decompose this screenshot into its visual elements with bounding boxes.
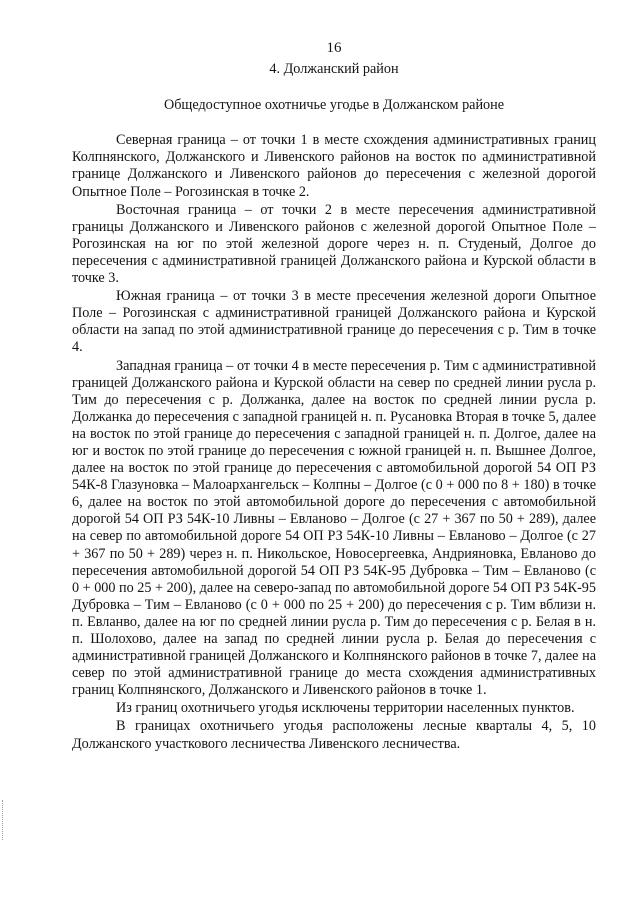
paragraph-north-border: Северная граница – от точки 1 в месте схождения административных границ Колпнянского, Должанского и Ливенского районов на восток по административной границе Должанского и Ливенского районов до пересечения с железной дорогой Опытное Поле – Рогозинская в точке 2. — [72, 132, 596, 200]
paragraph-south-border: Южная граница – от точки 3 в месте пресечения железной дороги Опытное Поле – Рогозинская с административной границей Должанского района и Курской области на запад по этой административной границе до пересечения с р. Тим в точке 4. — [72, 288, 596, 356]
paragraph-exclusions: Из границ охотничьего угодья исключены территории населенных пунктов. — [116, 700, 575, 717]
section-title: 4. Должанский район — [269, 61, 399, 78]
document-page — [72, 40, 596, 753]
scan-edge-marks — [2, 800, 6, 840]
paragraph-forest-quarters: В границах охотничьего угодья расположены лесные кварталы 4, 5, 10 Должанского участкового лесничества Ливенского лесничества. — [72, 718, 596, 752]
area-title: Общедоступное охотничье угодье в Должанском районе — [163, 97, 505, 114]
paragraph-west-border: Западная граница – от точки 4 в месте пересечения р. Тим с административной границей Должанского района и Курской области на север по средней линии русла р. Тим до пересечения с р. Должанка, далее на восток по средней линии русла р. Должанка до пересечения с западной границей н. п. Русановка Вторая в точке 5, далее на восток по этой границе до пересечения с западной границей н. п. Долгое, далее на юг и восток по этой границе до пересечения с южной границей н. п. Вышнее Долгое, далее на восток по этой границе до пересечения с автомобильной дорогой 54 ОП РЗ 54К-8 Глазуновка – Малоархангельск – Колпны – Долгое (с 0 + 000 по 8 + 180) в точке 6, далее на восток по этой автомобильной дороге до пересечения с автомобильной дорогой 54 ОП РЗ 54К-10 Ливны – Евланово – Долгое (с 27 + 367 по 50 + 289), далее на север по автомобильной дороге 54 ОП РЗ 54К-10 Ливны – Евланово – Долгое (с 27 + 367 по 50 + 289) через н. п. Никольское, Новосергеевка, Андрияновка, Евланово до пересечения автомобильной дорогой 54 ОП РЗ 54К-95 Дубровка – Тим – Евланово (с 0 + 000 по 25 + 200), далее на северо-запад по автомобильной дороге 54 ОП РЗ 54К-95 Дубровка – Тим – Евланово (с 0 + 000 по 25 + 200) до пересечения с р. Тим вблизи н. п. Евланво, далее на юг по средней линии русла р. Тим до пересечения с р. Белая в н. п. Шолохово, далее на запад по средней линии русла р. Белая до пересечения с административной границей Должанского и Колпнянского районов в точке 7, далее на север по этой административной границе до места схождения административных границ Колпнянского, Должанского и Ливенского районов в точке 1. — [72, 357, 596, 699]
page-number: 16 — [326, 40, 342, 56]
paragraph-east-border: Восточная граница – от точки 2 в месте пересечения административной границы Должанского и Ливенского районов с железной дорогой Опытное Поле – Рогозинская на юг по этой железной дороге через н. п. Студеный, Долгое до пересечения с административной границей Должанского района и Курской области в точке 3. — [72, 201, 596, 287]
